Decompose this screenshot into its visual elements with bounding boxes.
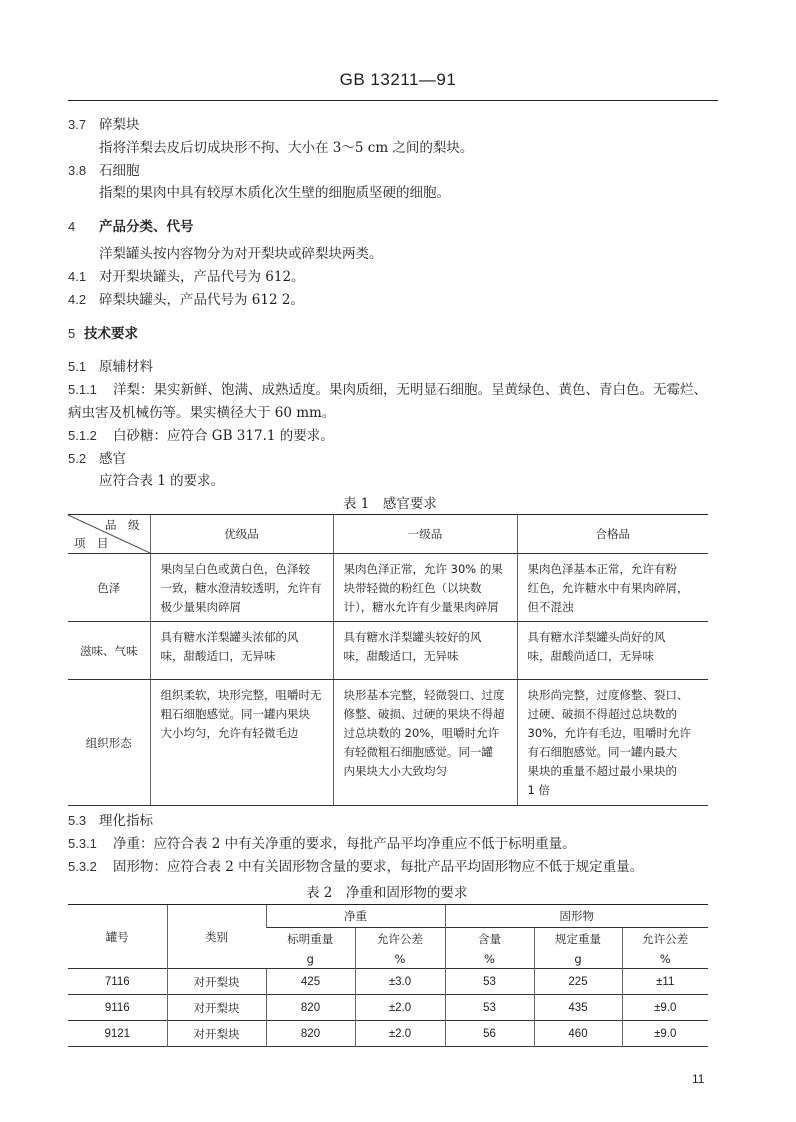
section-number: 3.8 — [68, 163, 87, 178]
paragraph: 指梨的果肉中具有较厚木质化次生壁的细胞质坚硬的细胞。 — [99, 185, 450, 201]
table-cell: 对开梨块 — [167, 969, 266, 995]
section-title: 原辅材料 — [99, 359, 153, 375]
table-cell: 460 — [534, 1021, 622, 1047]
section-number: 5.1 — [68, 359, 87, 374]
table-cell: ±2.0 — [355, 1021, 445, 1047]
section-number: 4.2 — [68, 292, 87, 307]
table-cell: 具有糖水洋梨罐头较好的风 味，甜酸适口，无异味 — [333, 622, 517, 680]
table-cell: 对开梨块 — [167, 1021, 266, 1047]
section-number: 5.3.2 — [68, 859, 97, 874]
section-heading: 技术要求 — [84, 326, 138, 342]
table-cell: ±2.0 — [355, 995, 445, 1021]
table-cell: ±11 — [622, 969, 708, 995]
section-number: 5.3 — [68, 813, 87, 828]
paragraph: 碎梨块罐头，产品代号为 612 2。 — [99, 292, 304, 308]
section-number: 5.1.2 — [68, 428, 97, 443]
table-cell: 435 — [534, 995, 622, 1021]
table-caption: 表 2 净重和固形物的要求 — [306, 885, 468, 901]
table-cell: 7116 — [68, 969, 167, 995]
column-header: 一级品 — [333, 515, 517, 554]
unit-label: % — [622, 950, 708, 969]
paragraph: 洋梨罐头按内容物分为对开梨块或碎梨块两类。 — [99, 246, 383, 262]
section-number: 3.7 — [68, 117, 87, 132]
column-header: 规定重量 — [534, 928, 622, 951]
table-cell: 块形基本完整，轻微裂口、过度 修整、破损、过硬的果块不得超 过总块数的 20%，咀嚼时允许 有轻微粗石细胞感觉。同一罐 内果块大小大致均匀 — [333, 680, 517, 806]
paragraph: 净重：应符合表 2 中有关净重的要求，每批产品平均净重应不低于标明重量。 — [113, 836, 576, 852]
column-header: 含量 — [445, 928, 534, 951]
paragraph: 洋梨：果实新鲜、饱满、成熟适度。果肉质细，无明显石细胞。呈黄绿色、黄色、青白色。无霉烂、 — [113, 382, 707, 398]
section-number: 5 — [68, 326, 76, 341]
page-header: GB 13211—91 — [339, 70, 457, 89]
column-header: 允许公差 — [355, 928, 445, 951]
table-cell: 820 — [266, 995, 355, 1021]
paragraph: 白砂糖：应符合 GB 317.1 的要求。 — [113, 428, 334, 444]
section-heading: 产品分类、代号 — [99, 219, 194, 235]
section-number: 5.3.1 — [68, 836, 97, 851]
column-group-header: 固形物 — [445, 905, 708, 928]
column-header: 允许公差 — [622, 928, 708, 951]
table-cell: 9121 — [68, 1021, 167, 1047]
section-title: 理化指标 — [99, 813, 153, 829]
section-number: 4 — [68, 219, 76, 234]
row-label: 滋味、气味 — [68, 622, 150, 680]
net-weight-table — [68, 904, 708, 1047]
column-group-header: 净重 — [266, 905, 445, 928]
table-cell: 块形尚完整，过度修整、裂口、 过硬、破损不得超过总块数的 30%，允许有毛边，咀嚼时允许 有石细胞感觉。同一罐内最大 果块的重量不超过最小果块的 1 倍 — [517, 680, 708, 806]
unit-label: g — [306, 952, 314, 966]
table-cell: 820 — [266, 1021, 355, 1047]
paragraph: 病虫害及机械伤等。果实横径大于 60 mm。 — [68, 405, 336, 421]
corner-label-item: 项 目 — [74, 536, 109, 550]
table-cell: 56 — [445, 1021, 534, 1047]
table-row — [68, 969, 708, 995]
table-row — [68, 554, 708, 622]
header-rule — [68, 100, 718, 101]
paragraph: 应符合表 1 的要求。 — [99, 473, 225, 489]
column-header: 标明重量 — [266, 928, 355, 951]
table-row — [68, 995, 708, 1021]
table-cell: 53 — [445, 969, 534, 995]
table-cell: ±9.0 — [622, 1021, 708, 1047]
corner-label-grade: 品 级 — [105, 518, 140, 532]
table-cell: 果肉色泽正常，允许 30% 的果 块带轻微的粉红色（以块数 计），糖水允许有少量果肉碎屑 — [333, 554, 517, 622]
table-caption: 表 1 感官要求 — [343, 496, 437, 512]
page-number: 11 — [692, 1072, 705, 1086]
table-cell: 具有糖水洋梨罐头浓郁的风 味，甜酸适口，无异味 — [150, 622, 333, 680]
column-header: 类别 — [167, 905, 266, 969]
table-cell: 425 — [266, 969, 355, 995]
unit-label: % — [445, 950, 534, 969]
row-label: 组织形态 — [68, 680, 150, 806]
table-cell: 具有糖水洋梨罐头尚好的风 味，甜酸尚适口，无异味 — [517, 622, 708, 680]
table-cell: 果肉呈白色或黄白色，色泽较 一致，糖水澄清较透明，允许有 极少量果肉碎屑 — [150, 554, 333, 622]
row-label: 色泽 — [68, 554, 150, 622]
table-cell: 9116 — [68, 995, 167, 1021]
section-title: 碎梨块 — [99, 117, 140, 133]
unit-label: g — [534, 950, 622, 969]
section-number: 5.1.1 — [68, 382, 97, 397]
section-number: 5.2 — [68, 451, 87, 466]
column-header: 罐号 — [68, 905, 167, 969]
section-title: 感官 — [99, 451, 126, 467]
column-header: 合格品 — [517, 515, 708, 554]
section-title: 石细胞 — [99, 163, 140, 179]
table-cell: 组织柔软，块形完整，咀嚼时无 粗石细胞感觉。同一罐内果块 大小均匀，允许有轻微毛边 — [150, 680, 333, 806]
unit-label: % — [355, 950, 445, 969]
table-cell: ±3.0 — [355, 969, 445, 995]
table-cell: 225 — [534, 969, 622, 995]
table-row — [68, 622, 708, 680]
paragraph: 固形物：应符合表 2 中有关固形物含量的要求，每批产品平均固形物应不低于规定重量。 — [113, 859, 644, 875]
table-cell: 53 — [445, 995, 534, 1021]
sensory-table — [68, 514, 708, 806]
paragraph: 对开梨块罐头，产品代号为 612。 — [99, 269, 305, 285]
table-row — [68, 1021, 708, 1047]
column-header: 优级品 — [150, 515, 333, 554]
table-cell: ±9.0 — [622, 995, 708, 1021]
table-row — [68, 680, 708, 806]
table-corner-cell — [68, 515, 150, 554]
table-cell: 果肉色泽基本正常，允许有粉 红色，允许糖水中有果肉碎屑， 但不混浊 — [517, 554, 708, 622]
section-number: 4.1 — [68, 269, 87, 284]
table-cell: 对开梨块 — [167, 995, 266, 1021]
paragraph: 指将洋梨去皮后切成块形不拘、大小在 3～5 cm 之间的梨块。 — [99, 140, 474, 156]
